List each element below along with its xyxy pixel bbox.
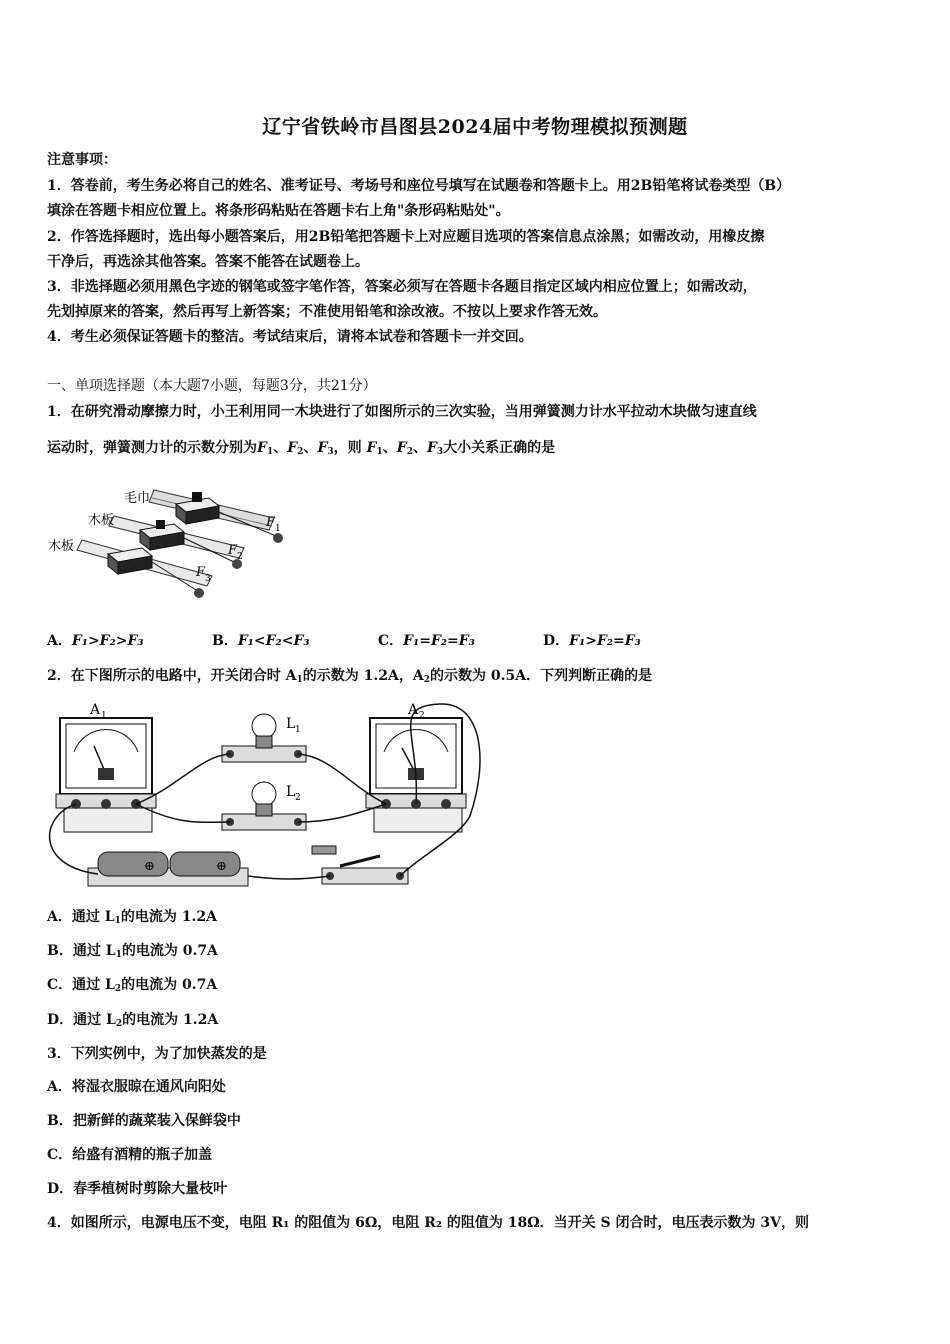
q1-option-d: D．F₁>F₂=F₃ <box>543 633 641 649</box>
section-heading: 一、单项选择题（本大题7小题，每题3分，共21分） <box>47 378 377 394</box>
notice-line-4: 干净后，再选涂其他答案。答案不能答在试题卷上。 <box>47 254 369 270</box>
label-l2: L <box>286 784 296 800</box>
label-towel: 毛巾 <box>124 491 151 506</box>
label-a1: A <box>90 702 101 718</box>
switch-icon <box>312 846 408 884</box>
label-f2-sub: 2 <box>237 552 243 562</box>
label-a1-sub: 1 <box>101 711 107 721</box>
svg-text:⊕: ⊕ <box>216 859 227 874</box>
spring-scale-icon-3 <box>194 588 204 598</box>
label-l2-sub: 2 <box>295 793 301 803</box>
q3-option-a: A．将湿衣服晾在通风向阳处 <box>47 1079 226 1095</box>
notice-heading: 注意事项： <box>47 152 117 168</box>
battery-icon <box>88 852 248 886</box>
notice-line-6: 先划掉原来的答案，然后再写上新答案；不准使用铅笔和涂改液。不按以上要求作答无效。 <box>47 304 607 320</box>
page-title: 辽宁省铁岭市昌图县2024届中考物理模拟预测题 <box>262 116 688 138</box>
notice-line-2: 填涂在答题卡相应位置上。将条形码粘贴在答题卡右上角"条形码粘贴处"。 <box>47 203 510 219</box>
q1-line-1: 1．在研究滑动摩擦力时，小王利用同一木块进行了如图所示的三次实验，当用弹簧测力计水平拉动木块做匀速直线 <box>47 404 757 420</box>
q1-option-b: B．F₁<F₂<F₃ <box>212 633 310 649</box>
label-board-2: 木板 <box>48 539 75 554</box>
q3-stem: 3．下列实例中，为了加快蒸发的是 <box>47 1046 267 1062</box>
label-a2: A <box>408 702 419 718</box>
q1-line-2: 运动时，弹簧测力计的示数分别为$F_1$、$F_2$、$F_3$，则 $F_1$、$F_2$、$F_3$大小关系正确的是 <box>47 440 556 457</box>
q2-stem: 2．在下图所示的电路中，开关闭合时 $A_1$的示数为 1.2A，$A_2$的示数为 0.5A．下列判断正确的是 <box>47 668 653 685</box>
q1-option-c: C．F₁=F₂=F₃ <box>378 633 475 649</box>
notice-line-3: 2．作答选择题时，选出每小题答案后，用2B铅笔把答题卡上对应题目选项的答案信息点涂黑；如需改动，用橡皮擦 <box>47 229 765 245</box>
q3-option-b: B．把新鲜的蔬菜装入保鲜袋中 <box>47 1113 241 1129</box>
label-f2: F <box>228 543 238 558</box>
q3-option-c: C．给盛有酒精的瓶子加盖 <box>47 1147 213 1163</box>
q2-option-d: D．通过 $L_2$的电流为 1.2A <box>47 1012 219 1029</box>
notice-line-1: 1．答卷前，考生务必将自己的姓名、准考证号、考场号和座位号填写在试题卷和答题卡上。用2B铅笔将试卷类型（B） <box>47 178 791 194</box>
label-board-1: 木板 <box>88 513 115 528</box>
notice-line-7: 4．考生必须保证答题卡的整洁。考试结束后，请将本试卷和答题卡一并交回。 <box>47 329 533 345</box>
label-f1-sub: 1 <box>275 524 281 534</box>
q2-option-a: A．通过 $L_1$的电流为 1.2A <box>47 909 217 926</box>
q2-option-b: B．通过 $L_1$的电流为 0.7A <box>47 943 218 960</box>
svg-text:⊕: ⊕ <box>144 859 155 874</box>
label-f3: F <box>196 565 206 580</box>
label-f1: F <box>266 515 276 530</box>
notice-line-5: 3．非选择题必须用黑色字迹的钢笔或签字笔作答，答案必须写在答题卡各题目指定区域内相应位置上；如需改动， <box>47 279 757 295</box>
label-f3-sub: 3 <box>205 574 211 584</box>
q3-option-d: D．春季植树时剪除大量枝叶 <box>47 1181 228 1197</box>
q2-option-c: C．通过 $L_2$的电流为 0.7A <box>47 977 218 994</box>
label-l1: L <box>286 716 296 732</box>
label-l1-sub: 1 <box>295 725 301 735</box>
q4-stem: 4．如图所示，电源电压不变，电阻 R₁ 的阻值为 6Ω，电阻 R₂ 的阻值为 18Ω．当开关 S 闭合时，电压表示数为 3V，则 <box>47 1215 809 1231</box>
spring-scale-icon-1 <box>273 533 283 543</box>
ammeter-a1 <box>56 718 156 832</box>
q1-option-a: A．F₁>F₂>F₃ <box>47 633 144 649</box>
q2-circuit-figure <box>40 696 490 896</box>
q1-friction-figure <box>44 478 304 608</box>
label-a2-sub: 2 <box>419 711 425 721</box>
